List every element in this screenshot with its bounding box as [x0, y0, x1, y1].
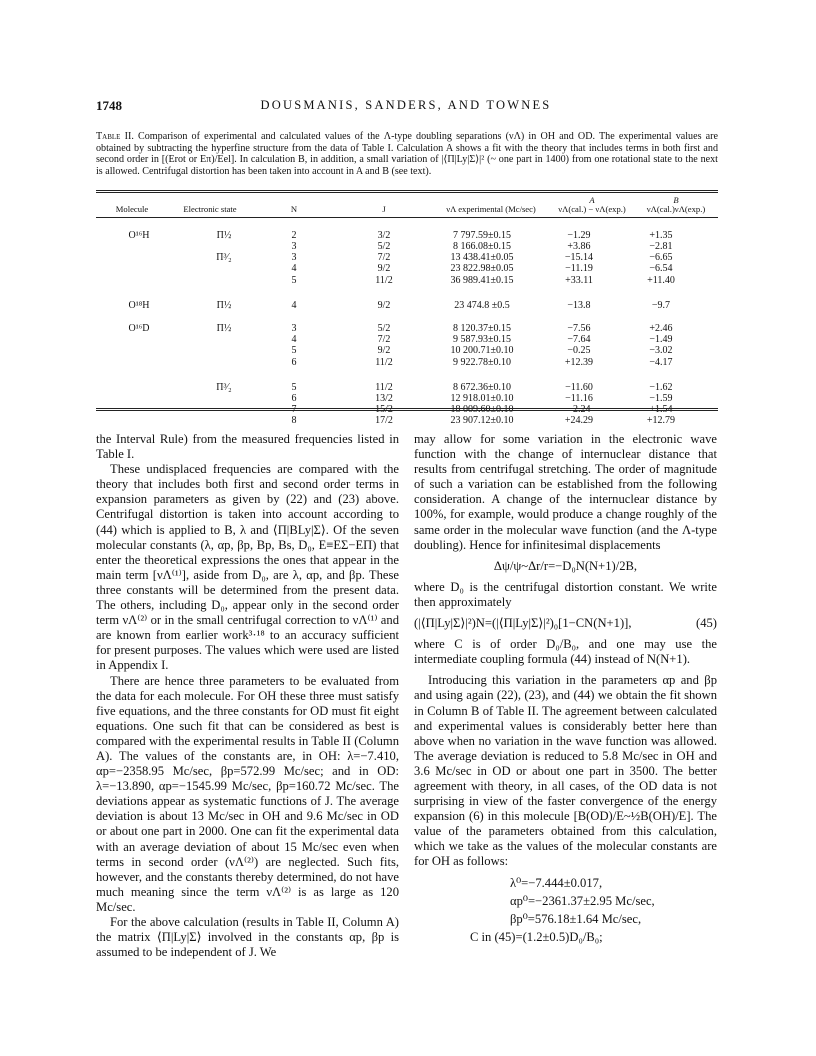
- cell-state: Π³⁄₂: [216, 252, 232, 264]
- cell-b: +2.46 −1.49 −3.02 −4.17: [649, 323, 673, 368]
- cell-a: −11.60 −11.16 −2.24 +24.29: [564, 381, 594, 427]
- cell-b: +1.35 −2.81: [649, 229, 673, 253]
- equation-number: (45): [696, 616, 717, 631]
- cell-n: 5 6 7 8: [291, 381, 297, 427]
- col-experimental: νΛ experimental (Mc/sec): [432, 196, 550, 217]
- constants-list: [414, 874, 717, 946]
- cell-b: −6.65 −6.54 +11.40: [647, 252, 675, 286]
- constant-c: C in (45)=(1.2±0.5)D₀/B₀;: [470, 929, 603, 944]
- cell-molecule: O¹⁶H: [128, 229, 150, 241]
- cell-state: Π½: [216, 323, 232, 335]
- cell-exp: 8 672.36±0.10 12 918.01±0.10 18 009.60±0.10 23 907.12±0.10: [450, 381, 514, 427]
- cell-a: −7.56 −7.64 −0.25 +12.39: [564, 323, 594, 368]
- paragraph: For the above calculation (results in Table II, Column A) the matrix ⟨Π|Ly|Σ⟩ involved in the constants αp, βp is assumed to be independent of J. We: [96, 915, 399, 960]
- equation: Δψ/ψ~Δr/r=−D₀N(N+1)/2B,: [493, 558, 638, 573]
- cell-n: 3 4 5: [291, 252, 297, 286]
- col-b-sub: νΛ(cal.)νΛ(exp.): [646, 204, 706, 215]
- table-row-group: [96, 222, 718, 252]
- cell-molecule: O¹⁸H: [128, 299, 150, 311]
- cell-a: −1.29 +3.86: [567, 229, 591, 253]
- table-row-group: [96, 252, 718, 286]
- cell-j: 7/2 9/2 11/2: [375, 252, 393, 286]
- paragraph: the Interval Rule) from the measured frequencies listed in Table I.: [96, 432, 399, 462]
- table-caption-text: Comparison of experimental and calculated values of the Λ-type doubling separations (νΛ) in OH and OD. The experimental values are obtained by subtracting the hyperfine structure from the data of Table I. Calculation A shows a fit with the theory that includes terms in both first and second order in [(Erot or Eπ)/Eel]. In calculation B, in addition, a small variation of |⟨Π|Ly|Σ⟩|² (~ one part in 1400) from one rotational state to the next is allowed. Centrifugal distortion has been taken into account in A and B (see text).: [96, 131, 718, 177]
- cell-b: −9.7: [651, 299, 671, 311]
- paragraph: where C is of order D₀/B₀, and one may use the intermediate coupling formula (44) instead of N(N+1).: [414, 637, 717, 667]
- cell-j: 3/2 5/2: [377, 229, 391, 253]
- cell-state: Π³⁄₂: [216, 381, 232, 393]
- cell-j: 5/2 7/2 9/2 11/2: [375, 323, 393, 368]
- col-a-sub: νΛ(cal.) − νΛ(exp.): [558, 204, 626, 215]
- constant-beta: βp⁰=576.18±1.64 Mc/sec,: [510, 911, 642, 926]
- constant-lambda: λ⁰=−7.444±0.017,: [510, 875, 603, 890]
- cell-a: −13.8: [567, 299, 591, 311]
- table-bottom-rule-2: [96, 410, 718, 411]
- table-ii: [96, 196, 718, 427]
- table-label: Table II.: [96, 131, 134, 142]
- cell-molecule: [96, 368, 168, 427]
- paragraph: There are hence three parameters to be evaluated from the data for each molecule. For OH these three must satisfy five equations, and the three constants for OD must fit eight equations. One such fit that can be considered as best is compared with the experimental results in Table II (Column A). The values of the constants are, in OH: λ=−7.410, αp=−2358.95 Mc/sec, βp=572.99 Mc/sec; and in OD: λ=−13.890, αp=−1545.99 Mc/sec, βp=160.72 Mc/sec. The deviations appear as systematic functions of J. The average deviation is about 13 Mc/sec in OH and 9.6 Mc/sec in OD or about one part in 2000. One can fit the experimental data with an average deviation of about 15 Mc/sec even when terms in second order (νΛ⁽²⁾) are neglected. Such fits, however, and the constants thereby determined, do not have much meaning since the term νΛ⁽²⁾ is as large as 120 Mc/sec.: [96, 673, 399, 914]
- cell-n: 3 4 5 6: [291, 323, 297, 368]
- col-b-title: B: [673, 195, 679, 205]
- cell-exp: 8 120.37±0.15 9 587.93±0.15 10 200.71±0.10 9 922.78±0.10: [450, 323, 514, 368]
- table-caption: [96, 131, 718, 177]
- cell-exp: 7 797.59±0.15 8 166.08±0.15: [453, 229, 511, 253]
- left-column: [96, 432, 399, 960]
- table-row-group: [96, 311, 718, 368]
- table-row-group: [96, 286, 718, 311]
- col-a-title: A: [589, 195, 595, 205]
- paragraph: Introducing this variation in the parameters αp and βp and using again (22), (23), and (44) we obtain the fit shown in Column B of Table II. The agreement between calculated and experimental values is considerably better here than above when no variation in the wave function was allowed. The average deviation is reduced to 5.8 Mc/sec in OH and 3.6 Mc/sec in OD or about one part in 3500. The better agreement with theory, in all cases, of the OD data is not surprising in view of the faster convergence of the energy expansion (6) in this molecule [B(OD)/E~½B(OH)/E]. The value of the parameters obtained from this calculation, which we take as the values of the molecular constants are for OH as follows:: [414, 673, 717, 869]
- cell-j: 11/2 13/2 15/2 17/2: [375, 381, 393, 427]
- cell-n: 2 3: [291, 229, 297, 253]
- cell-molecule: O¹⁶D: [128, 323, 150, 335]
- page-header: [96, 98, 716, 116]
- col-n: N: [252, 196, 336, 217]
- equation-45: [414, 616, 717, 631]
- col-molecule: Molecule: [96, 196, 168, 217]
- cell-exp: 13 438.41±0.05 23 822.98±0.05 36 989.41±0.15: [450, 252, 514, 286]
- table-header-row: [96, 196, 718, 217]
- cell-n: 4: [291, 299, 297, 311]
- table-top-rule: [96, 190, 718, 191]
- constant-alpha: αp⁰=−2361.37±2.95 Mc/sec,: [510, 893, 655, 908]
- cell-b: −1.62 −1.59 +1.54 +12.79: [646, 381, 676, 427]
- table-row-group: [96, 368, 718, 427]
- paragraph: where D₀ is the centrifugal distortion constant. We write then approximately: [414, 579, 717, 609]
- table-top-rule-2: [96, 192, 718, 193]
- paragraph: may allow for some variation in the electronic wave function with the change of internuclear distance that results from centrifugal stretching. The order of magnitude of such a variation can be established from the following consideration. A change of the internuclear distance by 100%, for example, would produce a change roughly of the same order in the molecular wave function (and the Λ-type doubling). Hence for infinitesimal displacements: [414, 432, 717, 552]
- running-head: DOUSMANIS, SANDERS, AND TOWNES: [260, 98, 552, 112]
- cell-exp: 23 474.8 ±0.5: [454, 299, 510, 311]
- col-calc-a: [550, 196, 634, 217]
- col-electronic-state: Electronic state: [168, 196, 252, 217]
- page-number: 1748: [96, 98, 122, 113]
- cell-molecule: [96, 252, 168, 286]
- right-column: [414, 432, 717, 946]
- cell-state: Π½: [216, 229, 232, 241]
- table-bottom-rule: [96, 408, 718, 409]
- col-calc-b: [634, 196, 718, 217]
- paragraph: These undisplaced frequencies are compared with the theory that includes both first and second order terms in expansion parameters as given by (22) and (23) above. Centrifugal distortion is taken into account according to (44) which is applied to B, λ and ⟨Π|BLy|Σ⟩. Of the seven molecular constants (λ, αp, βp, Bp, Bs, D₀, E≡EΣ−EΠ) that enter the theoretical expressions the ones that appear in the main term [νΛ⁽¹⁾], aside from D₀, are λ, αp, and βp. These three constants will be determined from the present data. The others, including D₀, appear only in the second order term νΛ⁽²⁾ or in the small centrifugal correction to νΛ⁽¹⁾ and are known from earlier work³·¹⁸ to an accuracy sufficient for present purposes. The values which were used are listed in Appendix I.: [96, 462, 399, 673]
- cell-j: 9/2: [377, 299, 391, 311]
- equation-body: (|⟨Π|Ly|Σ⟩|²)N=(|⟨Π|Ly|Σ⟩|²)₀[1−CN(N+1)],: [414, 616, 632, 631]
- cell-a: −15.14 −11.19 +33.11: [564, 252, 594, 286]
- col-j: J: [336, 196, 432, 217]
- cell-state: Π½: [216, 299, 232, 311]
